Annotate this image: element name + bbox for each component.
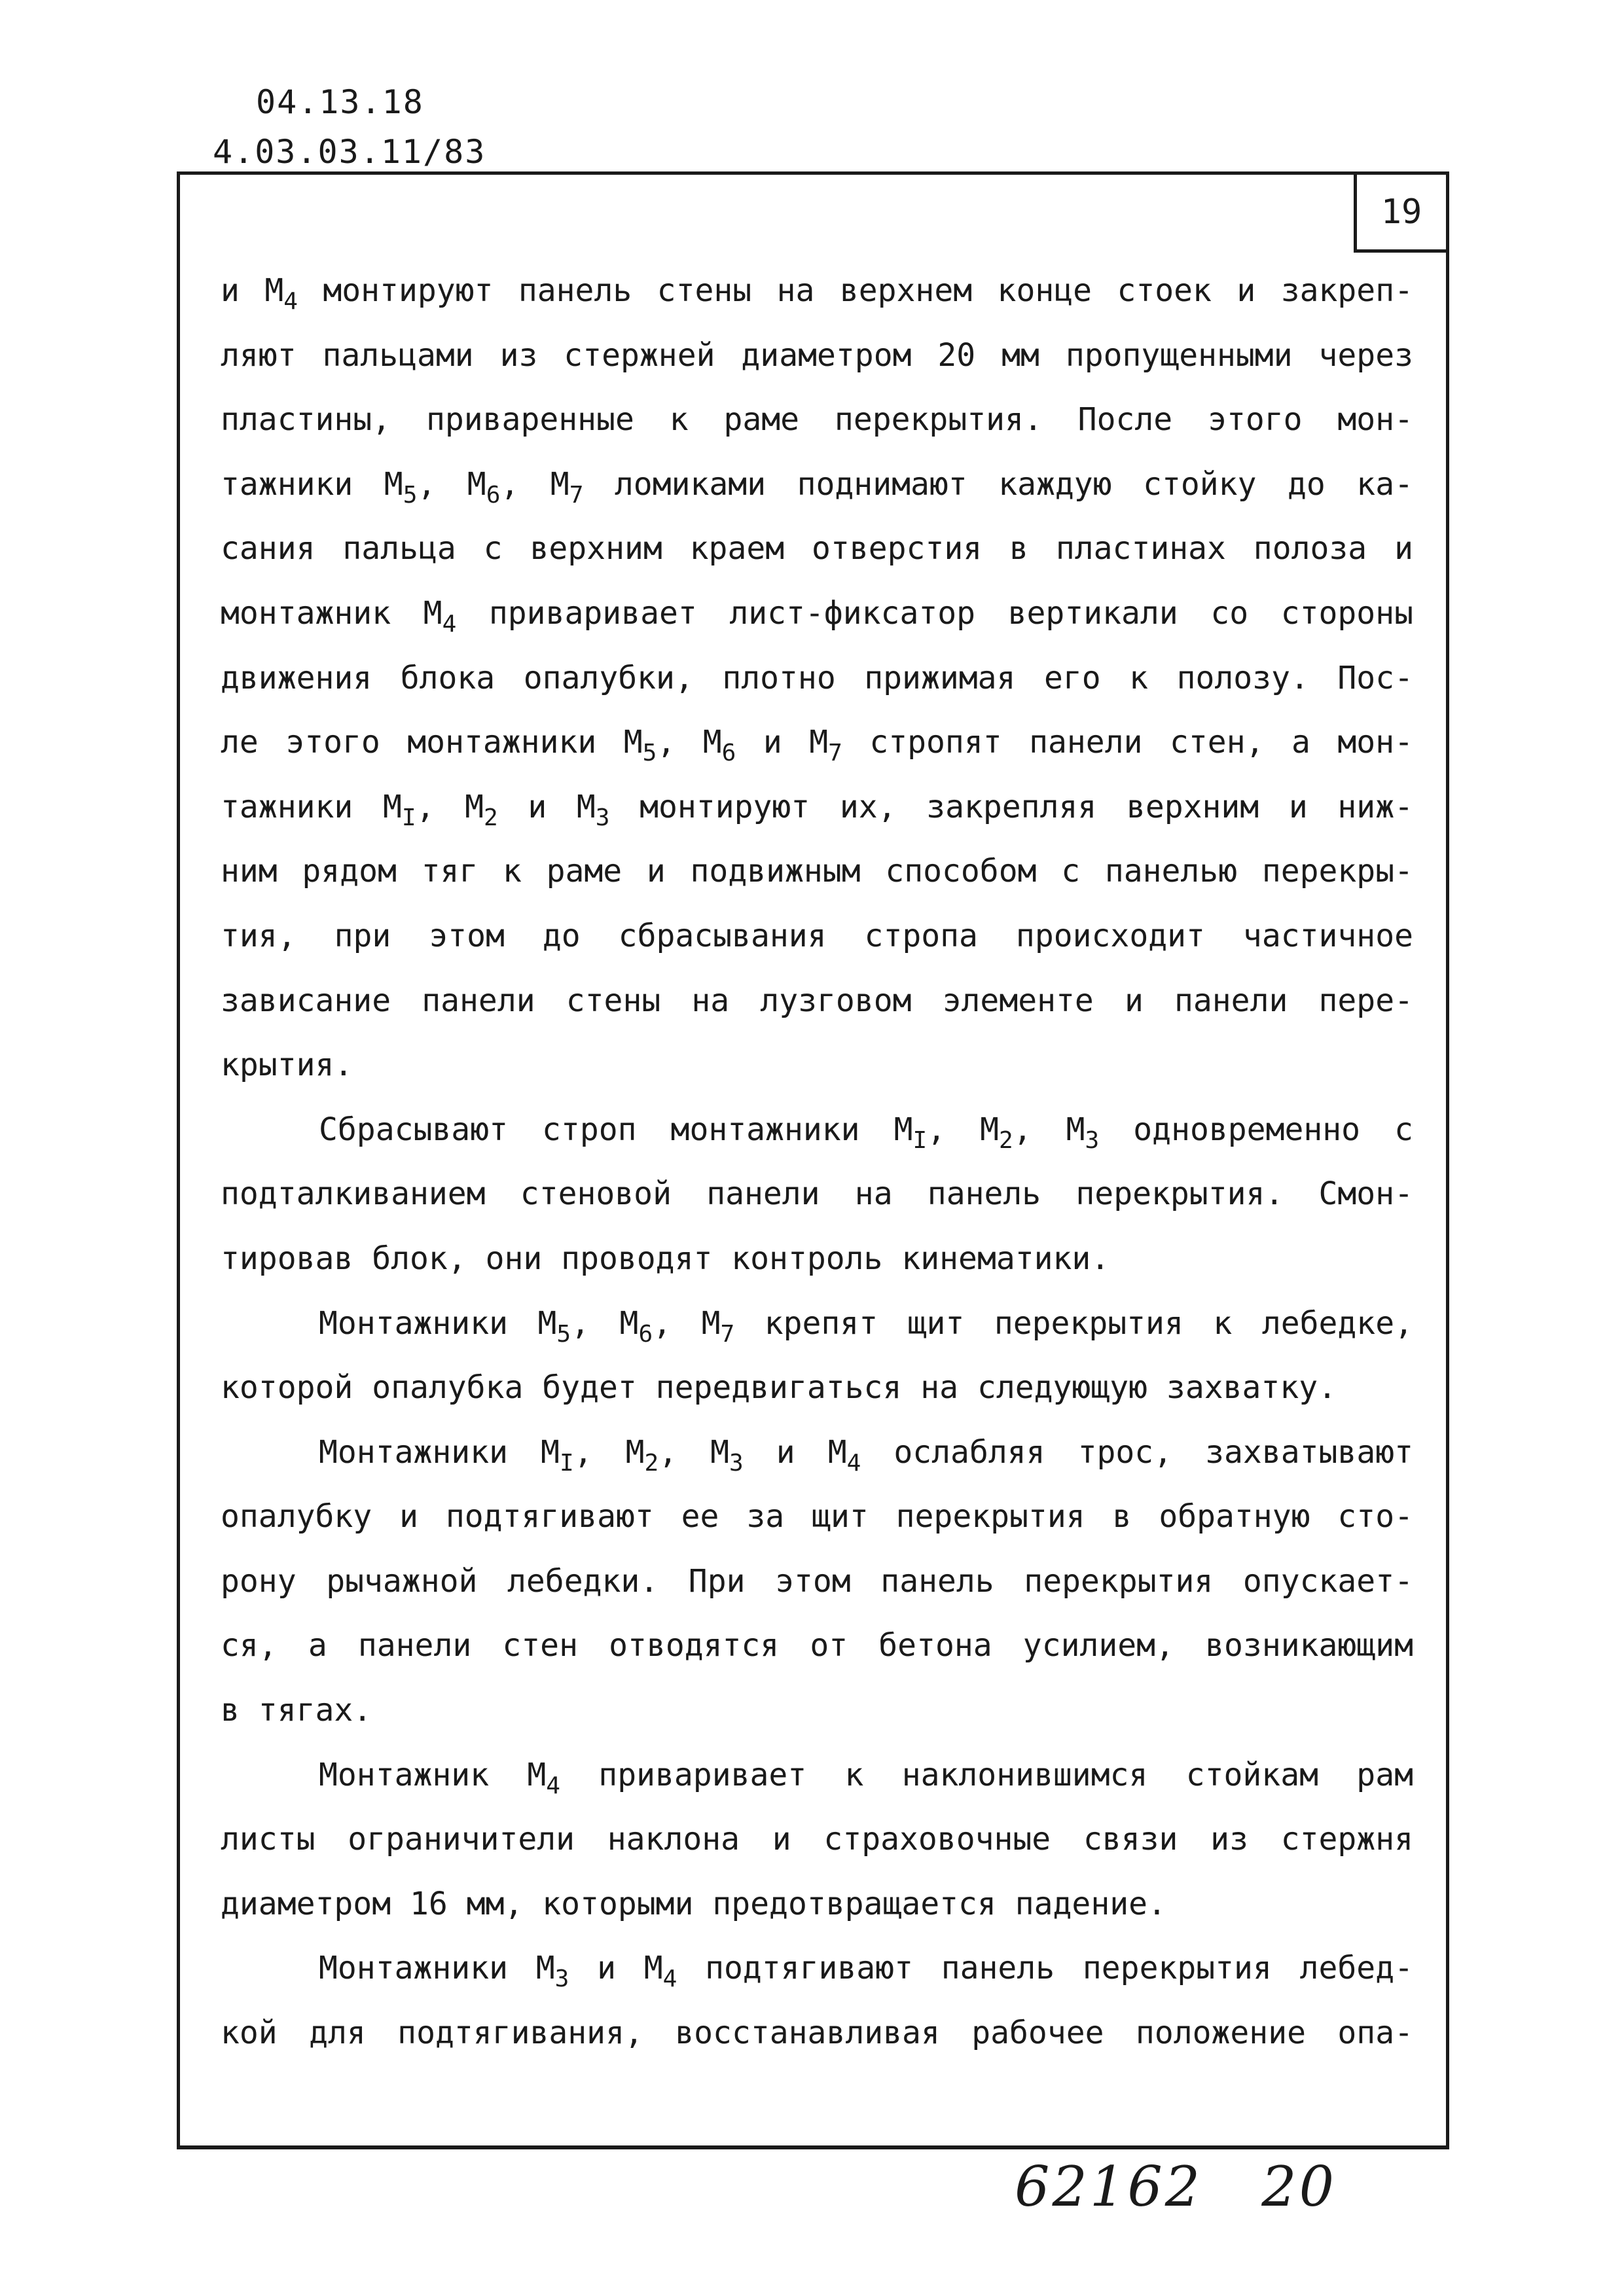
- text-line: [221, 1162, 1413, 1227]
- text-segment: крепят щит перекрытия к лебедке,: [734, 1304, 1414, 1342]
- text-segment: ослабляя трос, захватывают: [861, 1433, 1414, 1471]
- text-segment: ним рядом тяг к раме и подвижным способом с панелью перекры-: [221, 853, 1413, 890]
- text-segment: , М: [1013, 1111, 1085, 1148]
- text-segment: листы ограничители наклона и страховочные связи из стержня: [221, 1821, 1413, 1858]
- text-segment: подтягивают панель перекрытия лебед-: [677, 1950, 1413, 1987]
- subscript-index: 5: [556, 1320, 571, 1348]
- text-line: [221, 387, 1413, 452]
- text-segment: ся, а панели стен отводятся от бетона усилием, возникающим: [221, 1627, 1413, 1664]
- text-segment: монтажник М: [221, 594, 442, 632]
- text-line: [221, 1743, 1413, 1808]
- text-segment: кой для подтягивания, восстанавливая рабочее положение опа-: [221, 2015, 1413, 2052]
- text-line: [221, 259, 1413, 323]
- text-line: [221, 969, 1413, 1033]
- text-segment: , М: [927, 1111, 1000, 1148]
- text-segment: , М: [653, 1304, 721, 1342]
- text-segment: тия, при этом до сбрасывания стропа происходит частичное: [221, 917, 1413, 954]
- text-segment: Монтажник М: [319, 1756, 547, 1793]
- text-line: [221, 710, 1413, 775]
- text-segment: Сбрасывают строп монтажники М: [319, 1111, 913, 1148]
- text-segment: крытия.: [221, 1047, 353, 1084]
- text-segment: , М: [657, 724, 722, 761]
- handwritten-number-2: 20: [1261, 2155, 1337, 2219]
- text-line: [221, 581, 1413, 646]
- subscript-index: 7: [569, 481, 584, 509]
- subscript-index: 7: [828, 740, 842, 767]
- subscript-index: 3: [554, 1965, 569, 1993]
- text-segment: опалубку и подтягивают ее за щит перекрытия в обратную сто-: [221, 1498, 1413, 1535]
- text-line: [221, 1355, 1413, 1420]
- text-segment: ляют пальцами из стержней диаметром 20 мм пропущенными через: [221, 336, 1413, 374]
- text-segment: тировав блок, они проводят контроль кинематики.: [221, 1240, 1110, 1277]
- page-number: 19: [1380, 192, 1422, 232]
- text-segment: тажники М: [221, 465, 403, 503]
- subscript-index: 6: [486, 481, 501, 509]
- page-frame: [177, 171, 1449, 2149]
- text-segment: диаметром 16 мм, которыми предотвращается падение.: [221, 1885, 1166, 1922]
- text-segment: и М: [569, 1950, 663, 1987]
- text-segment: приваривает лист-фиксатор вертикали со стороны: [456, 594, 1413, 632]
- text-segment: , М: [573, 1433, 645, 1471]
- text-segment: стропят панели стен, а мон-: [842, 724, 1413, 761]
- text-line: [221, 1936, 1413, 2001]
- subscript-index: 3: [1085, 1126, 1100, 1154]
- text-line: [221, 1420, 1413, 1485]
- subscript-index: 4: [283, 288, 298, 315]
- text-segment: в тягах.: [221, 1692, 372, 1729]
- subscript-index: 2: [644, 1449, 659, 1477]
- subscript-index: 5: [642, 740, 657, 767]
- text-segment: движения блока опалубки, плотно прижимая его к полозу. Пос-: [221, 659, 1413, 696]
- subscript-index: 6: [721, 740, 736, 767]
- text-line: [221, 1484, 1413, 1549]
- text-line: [221, 323, 1413, 388]
- text-segment: , М: [417, 465, 486, 503]
- subscript-index: 5: [403, 481, 418, 509]
- body-text: [221, 259, 1413, 2066]
- text-segment: сания пальца с верхним краем отверстия в пластинах полоза и: [221, 530, 1413, 567]
- text-segment: которой опалубка будет передвигаться на следующую захватку.: [221, 1369, 1337, 1407]
- text-line: [221, 1678, 1413, 1743]
- text-line: [221, 904, 1413, 969]
- text-line: [221, 775, 1413, 840]
- text-line: [221, 2001, 1413, 2066]
- text-line: [221, 839, 1413, 904]
- text-line: [221, 1807, 1413, 1872]
- text-segment: , М: [571, 1304, 639, 1342]
- subscript-index: 2: [999, 1126, 1013, 1154]
- text-segment: подталкиванием стеновой панели на панель перекрытия. Смон-: [221, 1175, 1413, 1213]
- text-segment: ле этого монтажники М: [221, 724, 643, 761]
- subscript-index: 4: [846, 1449, 861, 1477]
- text-line: [221, 516, 1413, 581]
- text-line: [221, 1291, 1413, 1356]
- subscript-index: I: [912, 1126, 928, 1154]
- text-line: [221, 1098, 1413, 1162]
- text-segment: , М: [416, 788, 484, 825]
- subscript-index: 4: [546, 1772, 560, 1799]
- subscript-index: 7: [720, 1320, 735, 1348]
- text-segment: и М: [743, 1433, 847, 1471]
- text-segment: и М: [221, 272, 284, 309]
- handwritten-footer: [1015, 2155, 1337, 2219]
- text-segment: зависание панели стены на лузговом элементе и панели пере-: [221, 982, 1413, 1019]
- text-segment: Монтажники М: [319, 1950, 555, 1987]
- text-line: [221, 646, 1413, 711]
- text-segment: тажники М: [221, 788, 402, 825]
- text-line: [221, 1549, 1413, 1614]
- page-number-box: [1354, 171, 1449, 253]
- text-segment: одновременно с: [1099, 1111, 1413, 1148]
- text-segment: Монтажники М: [319, 1304, 557, 1342]
- document-codes: [213, 77, 486, 177]
- handwritten-number-1: 62162: [1015, 2155, 1203, 2219]
- document-code-2: 4.03.03.11/83: [213, 133, 486, 171]
- text-segment: рону рычажной лебедки. При этом панель перекрытия опускает-: [221, 1562, 1413, 1600]
- text-segment: пластины, приваренные к раме перекрытия. После этого мон-: [221, 401, 1413, 439]
- subscript-index: 4: [662, 1965, 677, 1993]
- text-line: [221, 1872, 1413, 1937]
- subscript-index: 3: [729, 1449, 744, 1477]
- text-segment: монтируют панель стены на верхнем конце стоек и закреп-: [297, 272, 1414, 309]
- text-line: [221, 1033, 1413, 1098]
- document-code-1: 04.13.18: [256, 83, 424, 121]
- text-line: [221, 452, 1413, 517]
- subscript-index: I: [559, 1449, 574, 1477]
- text-segment: ломиками поднимают каждую стойку до ка-: [583, 465, 1413, 503]
- subscript-index: I: [401, 804, 416, 831]
- text-line: [221, 1613, 1413, 1678]
- text-segment: , М: [500, 465, 569, 503]
- subscript-index: 3: [595, 804, 610, 831]
- text-segment: и М: [736, 724, 829, 761]
- subscript-index: 4: [442, 610, 457, 637]
- subscript-index: 2: [483, 804, 498, 831]
- text-segment: и М: [497, 788, 596, 825]
- text-segment: приваривает к наклонившимся стойкам рам: [560, 1756, 1413, 1793]
- text-line: [221, 1227, 1413, 1291]
- text-segment: , М: [659, 1433, 730, 1471]
- subscript-index: 6: [638, 1320, 653, 1348]
- text-segment: монтируют их, закрепляя верхним и ниж-: [609, 788, 1413, 825]
- text-segment: Монтажники М: [319, 1433, 560, 1471]
